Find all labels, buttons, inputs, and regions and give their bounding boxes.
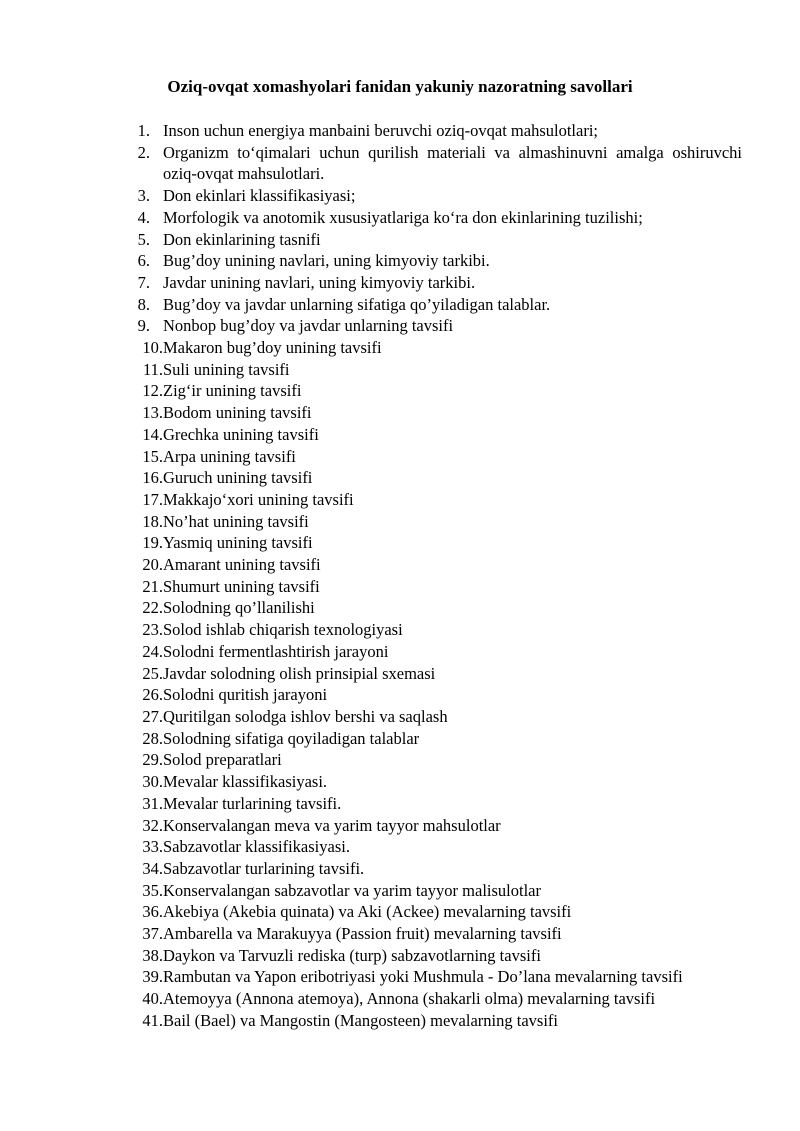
question-text: Don ekinlari klassifikasiyasi; [163,186,356,206]
question-item [128,771,742,793]
question-number: 1. [137,121,150,140]
question-item [128,359,742,381]
question-number: 27. [142,706,163,726]
question-number: 11. [142,359,163,379]
question-number: 24. [142,641,163,661]
question-item [128,142,742,185]
question-item [128,619,742,641]
question-item [128,467,742,489]
question-number: 21. [142,576,163,596]
question-item [128,706,742,728]
question-number: 23. [142,620,163,640]
question-text: Organizm to‘qimalari uchun qurilish materiali va almashinuvni amalga oshiruvchi oziq-ovqat mahsulotlari. [163,142,742,184]
question-text: Solodning sifatiga qoyiladigan talablar [163,728,420,748]
question-item [128,641,742,663]
question-item [128,901,742,923]
question-text: Don ekinlarining tasnifi [163,229,321,249]
question-text: Bodom unining tavsifi [163,403,312,423]
question-text: Javdar unining navlari, uning kimyoviy tarkibi. [163,272,476,292]
question-item [128,836,742,858]
question-text: Bug’doy unining navlari, uning kimyoviy tarkibi. [163,251,490,271]
question-number: 34. [142,858,163,878]
question-number: 32. [142,815,163,835]
question-item [128,1010,742,1032]
question-item [128,663,742,685]
question-text: Mevalar klassifikasiyasi. [163,772,328,792]
question-number: 12. [142,381,163,401]
question-item [128,815,742,837]
question-list [128,120,742,1032]
question-text: No’hat unining tavsifi [163,511,309,531]
question-number: 40. [142,989,163,1009]
question-text: Solodni fermentlashtirish jarayoni [163,641,389,661]
question-text: Arpa unining tavsifi [163,446,296,466]
question-item [128,597,742,619]
question-item [128,315,742,337]
question-item [128,966,742,988]
question-item [128,988,742,1010]
question-text: Ambarella va Marakuyya (Passion fruit) mevalarning tavsifi [163,924,562,944]
question-text: Sabzavotlar klassifikasiyasi. [163,837,350,857]
question-item [128,880,742,902]
document-title: Oziq-ovqat xomashyolari fanidan yakuniy nazoratning savollari [167,77,633,96]
question-item [128,424,742,446]
question-item [128,294,742,316]
question-item [128,207,742,229]
question-text: Inson uchun energiya manbaini beruvchi oziq-ovqat mahsulotlari; [163,121,598,140]
question-text: Solod preparatlari [163,750,282,770]
question-text: Atemoyya (Annona atemoya), Annona (shakarli olma) mevalarning tavsifi [163,989,656,1009]
question-number: 31. [142,793,163,813]
question-text: Shumurt unining tavsifi [163,576,320,596]
question-number: 5. [137,229,150,249]
question-item [128,858,742,880]
question-number: 22. [142,598,163,618]
question-text: Grechka unining tavsifi [163,424,319,444]
question-number: 38. [142,945,163,965]
question-text: Konservalangan meva va yarim tayyor mahsulotlar [163,815,501,835]
question-text: Akebiya (Akebia quinata) va Aki (Ackee) mevalarning tavsifi [163,902,572,922]
question-number: 33. [142,837,163,857]
question-number: 30. [142,772,163,792]
question-text: Nonbop bug’doy va javdar unlarning tavsifi [163,316,454,336]
question-number: 14. [142,424,163,444]
question-number: 13. [142,403,163,423]
question-number: 26. [142,685,163,705]
question-number: 18. [142,511,163,531]
question-item [128,380,742,402]
question-text: Guruch unining tavsifi [163,468,313,488]
question-number: 28. [142,728,163,748]
question-item [128,728,742,750]
question-number: 19. [142,533,163,553]
question-item [128,402,742,424]
question-number: 35. [142,880,163,900]
question-text: Bug’doy va javdar unlarning sifatiga qo’yiladigan talablar. [163,294,551,314]
question-item [128,945,742,967]
question-text: Bail (Bael) va Mangostin (Mangosteen) mevalarning tavsifi [163,1010,558,1030]
question-item [128,923,742,945]
question-text: Zig‘ir unining tavsifi [163,381,302,401]
question-number: 39. [142,967,163,987]
question-item [128,446,742,468]
question-item [128,793,742,815]
question-item [128,684,742,706]
question-number: 16. [142,468,163,488]
question-number: 3. [137,186,150,206]
question-item [128,749,742,771]
question-item [128,250,742,272]
question-number: 7. [137,272,150,292]
question-item [128,511,742,533]
question-number: 2. [137,142,150,162]
question-number: 15. [142,446,163,466]
question-number: 41. [142,1010,163,1030]
question-item [128,120,742,142]
question-text: Solodning qo’llanilishi [163,598,315,618]
question-text: Suli unining tavsifi [163,359,290,379]
question-text: Solod ishlab chiqarish texnologiyasi [163,620,403,640]
question-text: Yasmiq unining tavsifi [163,533,313,553]
question-text: Mevalar turlarining tavsifi. [163,793,342,813]
question-item [128,185,742,207]
question-number: 8. [137,294,150,314]
question-text: Morfologik va anotomik xususiyatlariga ko‘ra don ekinlarining tuzilishi; [163,207,643,227]
question-item [128,532,742,554]
question-text: Konservalangan sabzavotlar va yarim tayyor malisulotlar [163,880,541,900]
question-text: Sabzavotlar turlarining tavsifi. [163,858,365,878]
question-number: 29. [142,750,163,770]
question-number: 17. [142,489,163,509]
question-number: 25. [142,663,163,683]
question-item [128,489,742,511]
question-number: 10. [142,338,163,358]
question-text: Makaron bug’doy unining tavsifi [163,338,382,358]
question-item [128,554,742,576]
question-number: 20. [142,555,163,575]
question-text: Amarant unining tavsifi [163,555,321,575]
question-text: Daykon va Tarvuzli rediska (turp) sabzavotlarning tavsifi [163,945,541,965]
question-number: 9. [137,316,150,336]
question-text: Quritilgan solodga ishlov bershi va saqlash [163,706,448,726]
question-number: 4. [137,207,150,227]
question-number: 37. [142,924,163,944]
question-text: Solodni quritish jarayoni [163,685,328,705]
question-item [128,337,742,359]
question-number: 6. [137,251,150,271]
question-number: 36. [142,902,163,922]
question-item [128,272,742,294]
question-text: Makkajo‘xori unining tavsifi [163,489,354,509]
question-item [128,229,742,251]
question-text: Javdar solodning olish prinsipial sxemasi [163,663,436,683]
question-item [128,576,742,598]
question-text: Rambutan va Yapon eribotriyasi yoki Mushmula - Do’lana mevalarning tavsifi [163,967,683,987]
